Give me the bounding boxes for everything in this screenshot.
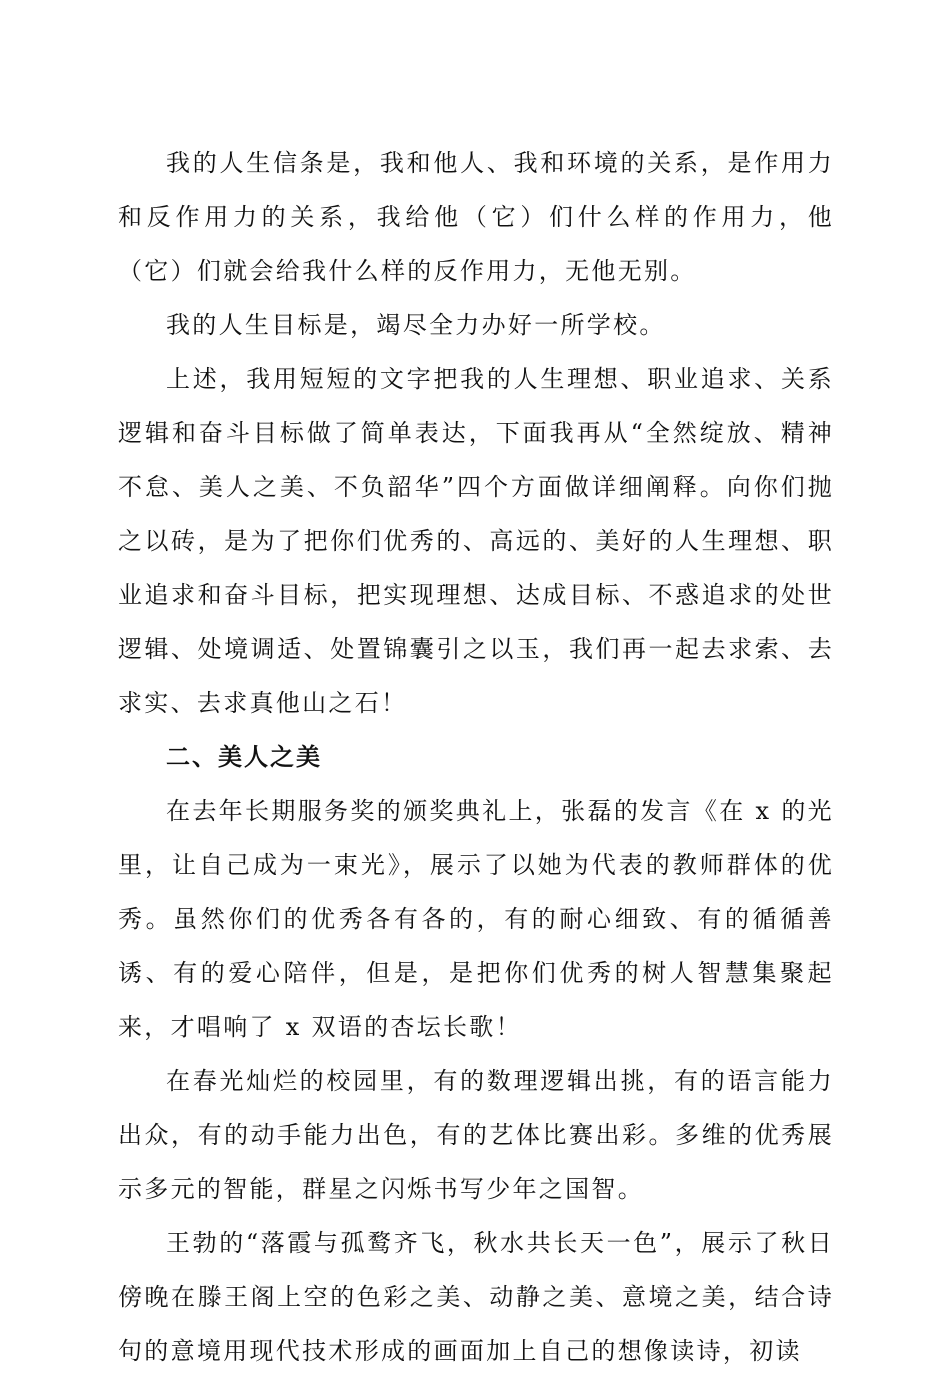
paragraph-campus: 在春光灿烂的校园里，有的数理逻辑出挑，有的语言能力出众，有的动手能力出色，有的艺体比赛出彩。多维的优秀展示多元的智能，群星之闪烁书写少年之国智。 (118, 1067, 834, 1203)
paragraph-wang-bo-poem: 王勃的“落霞与孤鹜齐飞，秋水共长天一色”，展示了秋日傍晚在滕王阁上空的色彩之美、动静之美、意境之美，结合诗句的意境用现代技术形成的画面加上自己的想像读诗，初读 (118, 1229, 834, 1365)
paragraph-summary: 上述，我用短短的文字把我的人生理想、职业追求、关系逻辑和奋斗目标做了简单表达，下面我再从“全然绽放、精神不怠、美人之美、不负韶华”四个方面做详细阐释。向你们抛之以砖，是为了把你们优秀的、高远的、美好的人生理想、职业追求和奋斗目标，把实现理想、达成目标、不惑追求的处世逻辑、处境调适、处置锦囊引之以玉，我们再一起去求索、去求实、去求真他山之石！ (118, 365, 834, 717)
section-heading: 二、美人之美 (166, 743, 322, 771)
paragraph-life-goal: 我的人生目标是，竭尽全力办好一所学校。 (166, 311, 666, 339)
document-body (118, 136, 834, 1378)
paragraph-award-ceremony: 在去年长期服务奖的颁奖典礼上，张磊的发言《在 x 的光里，让自己成为一束光》，展示了以她为代表的教师群体的优秀。虽然你们的优秀各有各的，有的耐心细致、有的循循善诱、有的爱心陪伴，但是，是把你们优秀的树人智慧集聚起来，才唱响了 x 双语的杏坛长歌！ (118, 797, 834, 1041)
paragraph-life-creed: 我的人生信条是，我和他人、我和环境的关系，是作用力和反作用力的关系，我给他（它）们什么样的作用力，他（它）们就会给我什么样的反作用力，无他无别。 (118, 149, 834, 285)
